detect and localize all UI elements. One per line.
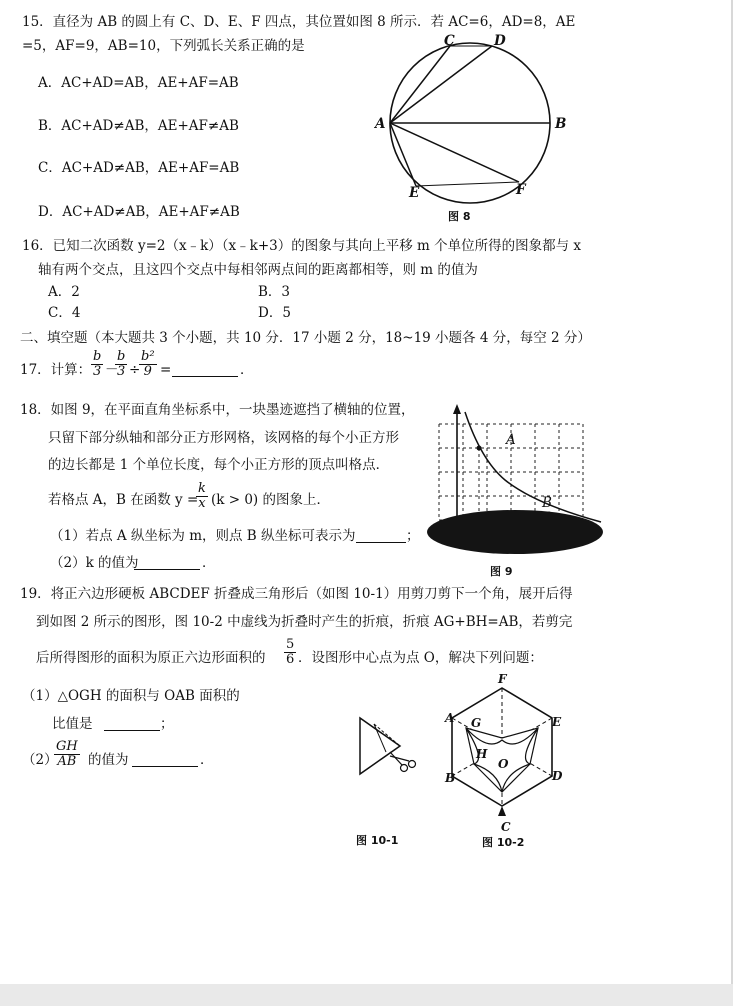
q16-option-a: A．2 <box>48 284 80 300</box>
section-2-heading: 二、填空题（本大题共 3 个小题，共 10 分．17 小题 2 分，18~19 小题各 4 分，每空 2 分） <box>20 330 591 346</box>
q19-line1: 19．将正六边形硬板 ABCDEF 折叠成三角形后（如图 10-1）用剪刀剪下一个角，展开后得 <box>20 586 573 602</box>
fig10-2-label-f: F <box>498 672 507 686</box>
figure-10-1-caption: 图 10-1 <box>356 834 399 847</box>
fig9-label-b: B <box>542 495 552 511</box>
q18-sub1-blank <box>356 528 406 547</box>
q19-line2: 到如图 2 所示的图形，图 10-2 中虚线为折叠时产生的折痕，折痕 AG+BH=AB，若剪完 <box>36 614 573 630</box>
q18-line2: 只留下部分纵轴和部分正方形网格，该网格的每个小正方形 <box>48 430 399 446</box>
q17-fraction-3 <box>139 350 157 380</box>
q18-function-fraction <box>196 482 208 512</box>
q18-line4-post: (k > 0) 的图象上． <box>211 492 330 508</box>
q19-sub2-numerator: GH <box>56 739 78 754</box>
q17-fraction-1 <box>91 350 103 380</box>
q18-line3: 的边长都是 1 个单位长度，每个小正方形的顶点叫格点． <box>48 457 390 473</box>
q18-fraction-numerator: k <box>198 481 206 496</box>
q17-f1-denominator: 3 <box>93 364 102 380</box>
q17-answer-blank <box>172 362 238 381</box>
q16-option-d: D．5 <box>258 305 291 321</box>
q19-area-fraction <box>284 638 296 668</box>
fig10-2-label-a: A <box>445 711 455 725</box>
fig10-2-label-c: C <box>501 820 511 834</box>
fig10-2-label-g: G <box>471 716 482 730</box>
fig8-label-a: A <box>375 116 386 132</box>
q18-sub2-end: ． <box>202 555 216 571</box>
figure-9-grid-diagram <box>425 402 605 562</box>
q19-sub1-a: （1）△OGH 的面积与 OAB 面积的 <box>22 688 240 704</box>
figure-10-2-caption: 图 10-2 <box>482 836 525 849</box>
q19-sub2-post: 的值为 <box>88 752 129 768</box>
q18-line4-pre: 若格点 A，B 在函数 y = <box>48 492 199 508</box>
q17-f2-numerator: b <box>117 349 126 364</box>
figure-10-2-hexagon-diagram <box>438 682 568 822</box>
fig8-label-b: B <box>555 116 567 132</box>
q17-f3-numerator: b² <box>141 349 155 364</box>
fig10-2-label-e: E <box>552 715 562 729</box>
q15-option-c: C．AC+AD≠AB，AE+AF=AB <box>38 160 240 176</box>
q19-sub1-b: 比值是 <box>52 716 93 732</box>
q17-f3-denominator: 9 <box>143 364 152 380</box>
q15-option-a: A．AC+AD=AB，AE+AF=AB <box>38 75 239 91</box>
q16-line1: 16．已知二次函数 y=2（x﹣k）（x﹣k+3）的图象与其向上平移 m 个单位所得的图象都与 x <box>22 238 582 254</box>
q16-line2: 轴有两个交点，且这四个交点中每相邻两点间的距离都相等，则 m 的值为 <box>38 262 478 278</box>
q19-fraction-denominator: 6 <box>286 652 295 668</box>
fig10-2-label-d: D <box>552 769 563 783</box>
fig8-label-f: F <box>516 182 526 198</box>
fig9-label-a: A <box>506 432 516 448</box>
fig8-label-e: E <box>409 185 420 201</box>
figure-8-caption: 图 8 <box>448 210 471 223</box>
q15-line1: 15．直径为 AB 的圆上有 C、D、E、F 四点，其位置如图 8 所示．若 AC=6，AD=8，AE <box>22 14 576 30</box>
fig10-2-label-b: B <box>445 771 456 785</box>
bottom-scroll-strip <box>0 984 733 1006</box>
fig10-2-label-o: O <box>498 757 509 771</box>
q15-line2: =5，AF=9，AB=10，下列弧长关系正确的是 <box>22 38 305 54</box>
fig10-2-label-h: H <box>476 747 488 761</box>
q17-f1-numerator: b <box>93 349 102 364</box>
q18-sub2: （2）k 的值为 <box>50 555 139 571</box>
q19-sub2-blank <box>132 752 198 771</box>
q17-equals: = <box>160 362 172 378</box>
q18-sub1-end: ； <box>406 528 420 544</box>
q19-fraction-numerator: 5 <box>286 637 295 652</box>
q17-divide: ÷ <box>129 362 141 378</box>
q17-f2-denominator: 3 <box>117 364 126 380</box>
figure-8-circle-diagram <box>370 30 580 230</box>
q19-sub2-end: ． <box>200 752 214 768</box>
fig8-label-c: C <box>444 33 455 49</box>
figure-9-caption: 图 9 <box>490 565 513 578</box>
q17-fraction-2 <box>115 350 127 380</box>
q19-sub1-end: ； <box>160 716 174 732</box>
q19-sub2-pre: （2） <box>22 752 58 768</box>
q18-sub2-blank <box>134 555 200 574</box>
q15-option-d: D．AC+AD≠AB，AE+AF≠AB <box>38 204 240 220</box>
q18-sub1: （1）若点 A 纵坐标为 m，则点 B 纵坐标可表示为 <box>50 528 356 544</box>
q15-option-b: B．AC+AD≠AB，AE+AF≠AB <box>38 118 239 134</box>
q19-sub2-denominator: AB <box>57 754 77 770</box>
fig8-label-d: D <box>494 33 506 49</box>
figure-10-1-folded-triangle <box>354 712 424 782</box>
q19-gh-ab-fraction <box>54 740 80 770</box>
q19-sub1-blank <box>104 716 160 735</box>
q17-label: 17．计算： <box>20 362 92 378</box>
q17-end: ． <box>240 362 254 378</box>
q16-option-c: C．4 <box>48 305 81 321</box>
q17-minus: － <box>105 362 119 378</box>
q19-line3-post: ．设图形中心点为点 O，解决下列问题： <box>298 650 543 666</box>
q18-fraction-denominator: x <box>198 496 206 512</box>
q18-line1: 18．如图 9，在平面直角坐标系中，一块墨迹遮挡了横轴的位置， <box>20 402 415 418</box>
q16-option-b: B．3 <box>258 284 291 300</box>
q19-line3-pre: 后所得图形的面积为原正六边形面积的 <box>36 650 266 666</box>
